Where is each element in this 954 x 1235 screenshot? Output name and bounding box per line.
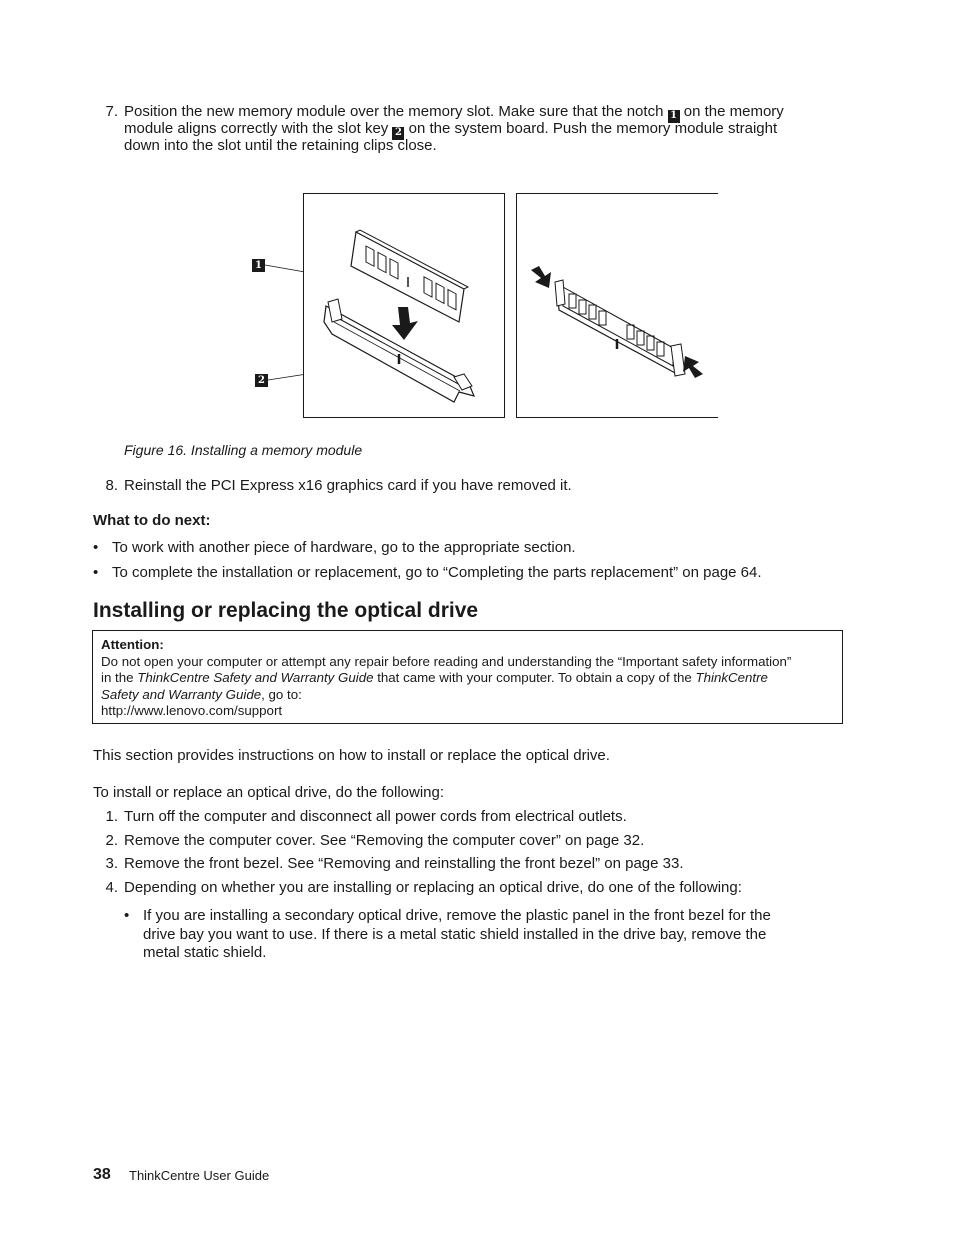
memory-seated-illustration — [517, 194, 717, 417]
memory-module-drawing — [351, 230, 468, 322]
list-item — [98, 808, 858, 825]
step-7-text: on the system board. Push the memory module straight — [408, 120, 778, 137]
attention-line — [101, 687, 302, 704]
attention-box — [92, 630, 843, 724]
footer-title: ThinkCentre User Guide — [129, 1168, 270, 1183]
step-text: Remove the front bezel. See “Removing and reinstalling the front bezel” on page 33. — [124, 855, 684, 872]
bullet-text: To complete the installation or replacement, go to “Completing the parts replacement” on page 64. — [112, 564, 762, 581]
step-7-text: down into the slot until the retaining clips close. — [124, 137, 437, 154]
lead-text: To install or replace an optical drive, do the following: — [93, 784, 445, 801]
guide-title: Safety and Warranty Guide — [101, 687, 262, 702]
figure-panel-insert — [303, 193, 505, 418]
sub-bullet-text: If you are installing a secondary optical drive, remove the plastic panel in the front bezel for the — [143, 907, 771, 924]
figure-panel-seated — [516, 193, 718, 418]
step-text: Depending on whether you are installing or replacing an optical drive, do one of the following: — [124, 879, 742, 896]
step-7-text: module aligns correctly with the slot key — [124, 120, 389, 137]
slot-key-callout-badge: 2 — [392, 127, 404, 140]
list-item — [98, 855, 858, 872]
step-number: 3. — [105, 855, 118, 872]
figure-callout-1: 1 — [252, 259, 265, 272]
support-url[interactable]: http://www.lenovo.com/support — [101, 703, 283, 718]
list-item — [93, 539, 576, 556]
clip-arrow-right-icon — [683, 356, 703, 378]
step-number: 1. — [105, 808, 118, 825]
bullet-icon: • — [124, 907, 130, 924]
step-7-text: Position the new memory module over the memory slot. Make sure that the notch — [124, 103, 664, 120]
step-number: 8. — [105, 477, 118, 494]
memory-insert-illustration — [304, 194, 504, 417]
list-item — [124, 907, 844, 963]
figure-callout-2: 2 — [255, 374, 268, 387]
sub-bullet-text: drive bay you want to use. If there is a metal static shield installed in the drive bay, remove the — [143, 926, 767, 943]
bullet-icon: • — [93, 539, 99, 556]
step-8-text: Reinstall the PCI Express x16 graphics card if you have removed it. — [124, 477, 572, 494]
bullet-text: To work with another piece of hardware, go to the appropriate section. — [112, 539, 576, 556]
attention-text: , go to: — [261, 687, 302, 702]
step-text: Remove the computer cover. See “Removing the computer cover” on page 32. — [124, 832, 645, 849]
list-item — [98, 879, 858, 896]
step-text: Turn off the computer and disconnect all power cords from electrical outlets. — [124, 808, 627, 825]
page-number: 38 — [93, 1166, 111, 1183]
step-number: 4. — [105, 879, 118, 896]
step-number: 2. — [105, 832, 118, 849]
intro-text: This section provides instructions on how to install or replace the optical drive. — [93, 747, 610, 764]
section-title: Installing or replacing the optical drive — [93, 599, 479, 622]
down-arrow-icon — [392, 307, 418, 340]
attention-text: that came with your computer. To obtain a copy of the — [373, 670, 696, 685]
step-number: 7. — [105, 103, 118, 120]
seated-module-drawing — [555, 280, 685, 376]
attention-line: Do not open your computer or attempt any repair before reading and understanding the “Important safety information” — [101, 654, 792, 669]
attention-label: Attention: — [101, 637, 164, 652]
guide-title: ThinkCentre Safety and Warranty Guide — [137, 670, 374, 685]
notch-callout-badge: 1 — [668, 110, 680, 123]
attention-line — [101, 670, 768, 687]
list-item — [93, 564, 762, 581]
clip-arrow-left-icon — [531, 266, 551, 288]
guide-title: ThinkCentre — [695, 670, 768, 685]
next-heading: What to do next: — [93, 512, 211, 529]
figure-caption: Figure 16. Installing a memory module — [124, 442, 363, 458]
attention-text: in the — [101, 670, 138, 685]
list-item — [98, 832, 858, 849]
sub-bullet-text: metal static shield. — [143, 944, 267, 961]
bullet-icon: • — [93, 564, 99, 581]
step-7-text: on the memory — [683, 103, 784, 120]
